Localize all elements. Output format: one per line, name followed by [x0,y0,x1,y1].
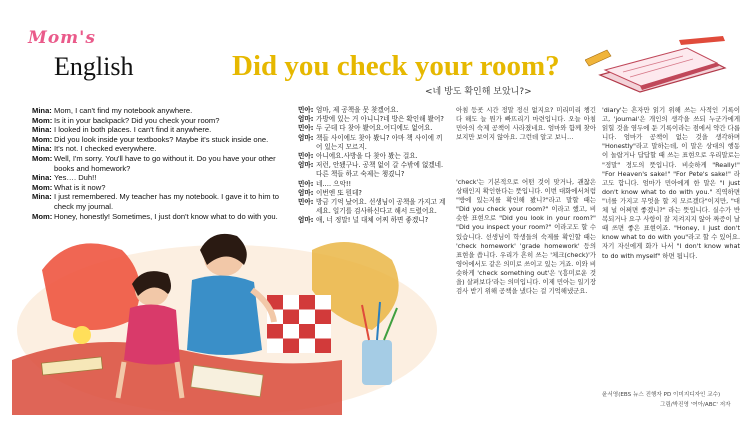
dialogue-line: Mina: Yes…. Duh!! [32,173,97,183]
dialogue-line: 엄마: 책들 사이에도 찾아 봤니? 아마 책 사이에 끼어 있는지 모르지. [298,133,443,151]
dialogue-line: 엄마: 이번엔 또 뭔데? [298,188,362,197]
article-column-check: 'check'는 기본적으로 어떤 것이 맞거나, 괜찮은 상태인지 확인한다는 뜻입니다. 이번 대화에서처럼 "방에 있는지를 확인해 봤니?"라고 말할 때는 "Did you check your room?" 이라고 했고, 비슷한 표현으로 "Did you look in your room?" "Did you inspect your room?" 이라고도 할 수 있습니다. 선생님이 학생들의 숙제를 확인할 때는 'check homework' 'grade homework' 등의 표현을 씁니다. 우리가 흔히 쓰는 '체크(check)'가 영어에서도 같은 의미로 쓰이고 있는 거죠. 이와 비슷하게 'check something out'은 '(흥미로운 것을) 살펴보다'라는 의미입니다. 이제 민아는 일기장 검사 받기 위해 공책을 냈다는 걸 기억해냈군요. [456,178,596,296]
dialogue-english [32,106,292,221]
dialogue-line: Mom: What is it now? [32,182,106,192]
dialogue-line: Mina: It's not. I checked everywhere. [32,144,157,154]
dialogue-line: 엄마: 가방에 있는 거 아니니?네 방은 확인해 봤어? [298,115,444,124]
brand-english: English [54,52,134,81]
dialogue-korean [298,106,446,226]
mother-child-illustration [12,210,442,415]
dialogue-line: 민아: 엄마, 제 공책을 못 찾겠어요. [298,106,399,114]
dialogue-line: Mom: Is it in your backpack? Did you check your room? [32,115,220,125]
dialogue-line: Mom: Well, I'm sorry. You'll have to go without it. Do you have your other books and homework? [32,153,276,173]
book-illustration [585,30,735,100]
dialogue-line: Mina: Mom, I can't find my notebook anywhere. [32,106,193,115]
checkered-pillow [267,295,331,353]
brand-moms: Mom's [28,28,96,48]
dialogue-line: Mina: I looked in both places. I can't find it anywhere. [32,125,212,135]
author-credit: 윤서영(EBS 뉴스 진행자 PD 이미지디자인 교수) [602,392,721,398]
illustration-credit: 그림/박진영 '여아/ABC' 저자 [660,402,731,408]
dialogue-line: 민아: 네…. 으악!! [298,179,352,188]
dialogue-line: 민아: 두 군데 다 찾아 봤어요.어디에도 없어요. [298,124,433,133]
dialogue-line: 민아: 아니에요.사방을 다 찾아 봤는 걸요. [298,152,418,161]
page-title: Did you check your room? [232,50,560,82]
page-subtitle: <네 방도 확인해 보았니?> [425,87,532,97]
article-column-diary: 'diary'는 흔자만 읽기 위해 쓰는 사적인 기록이고, 'journal'은 개인의 생각을 쓰되 누군가에게 읽힐 것을 염두에 둔 기록이라는 점에서 약간 다릅니다. 엄마가 공책이 없는 것을 생각하며 "Honestly"라고 말하는데, 이 말은 상대의 행동이 놀랍거나 답답할 때 쓰는 표현으로 우리말로는 "정말" 정도의 뜻입니다. 비슷하게 "Really!" "For Heaven's sake!" "For Pete's sake!" 라고도 합니다. 엄마가 민아에게 한 말은 "I just don't know what to do with you." 직역하면 "너를 가지고 무엇을 할 지 모르겠다"이지만, "대체 널 어쩌면 좋겠니?" 라는 뜻입니다. 실수가 반복되거나 요구 사항이 잘 지켜지지 않아 짜증이 날 때 쓰면 좋은 표현이죠. "Honey, I just don't know what to do with you"라고 할 수 있어요. 자기 자신에게 화가 나서 "I don't know what to do with myself" 하면 됩니다. [602,106,740,260]
dialogue-line: 엄마: 저런, 안됐구나. 공책 없이 갈 수밖에 없겠네. 다른 책들 하고 숙제는 챙겼니? [298,161,444,179]
dialogue-line: Mina: I just remembered. My teacher has my notebook. I gave it to him to check my journal. [32,192,279,211]
dialogue-line: Mom: Did you look inside your textbooks? Maybe it's stuck inside one. [32,134,269,144]
dialogue-line: 엄마: 애, 너 정말! 널 대체 어찌 하면 좋겠니? [298,216,429,225]
dialogue-line: Mom: Honey, honestly! Sometimes, I just don't know what to do with you. [32,211,278,221]
article-column-intro: 아침 등굣 시간 정말 정신 없지요? 미리미리 챙긴다 해도 늘 뭔가 빠뜨리기 마련입니다. 오늘 아침 민아의 숙제 공책이 사라졌네요. 엄마와 함께 찾아보지만 보이지 않아요. 그런데 알고 보니… [456,106,596,142]
dialogue-line: 민아: 방금 기억 났어요. 선생님이 공책을 가지고 계세요. 일기를 검사하신다고 해서 드렸어요. [298,198,446,216]
